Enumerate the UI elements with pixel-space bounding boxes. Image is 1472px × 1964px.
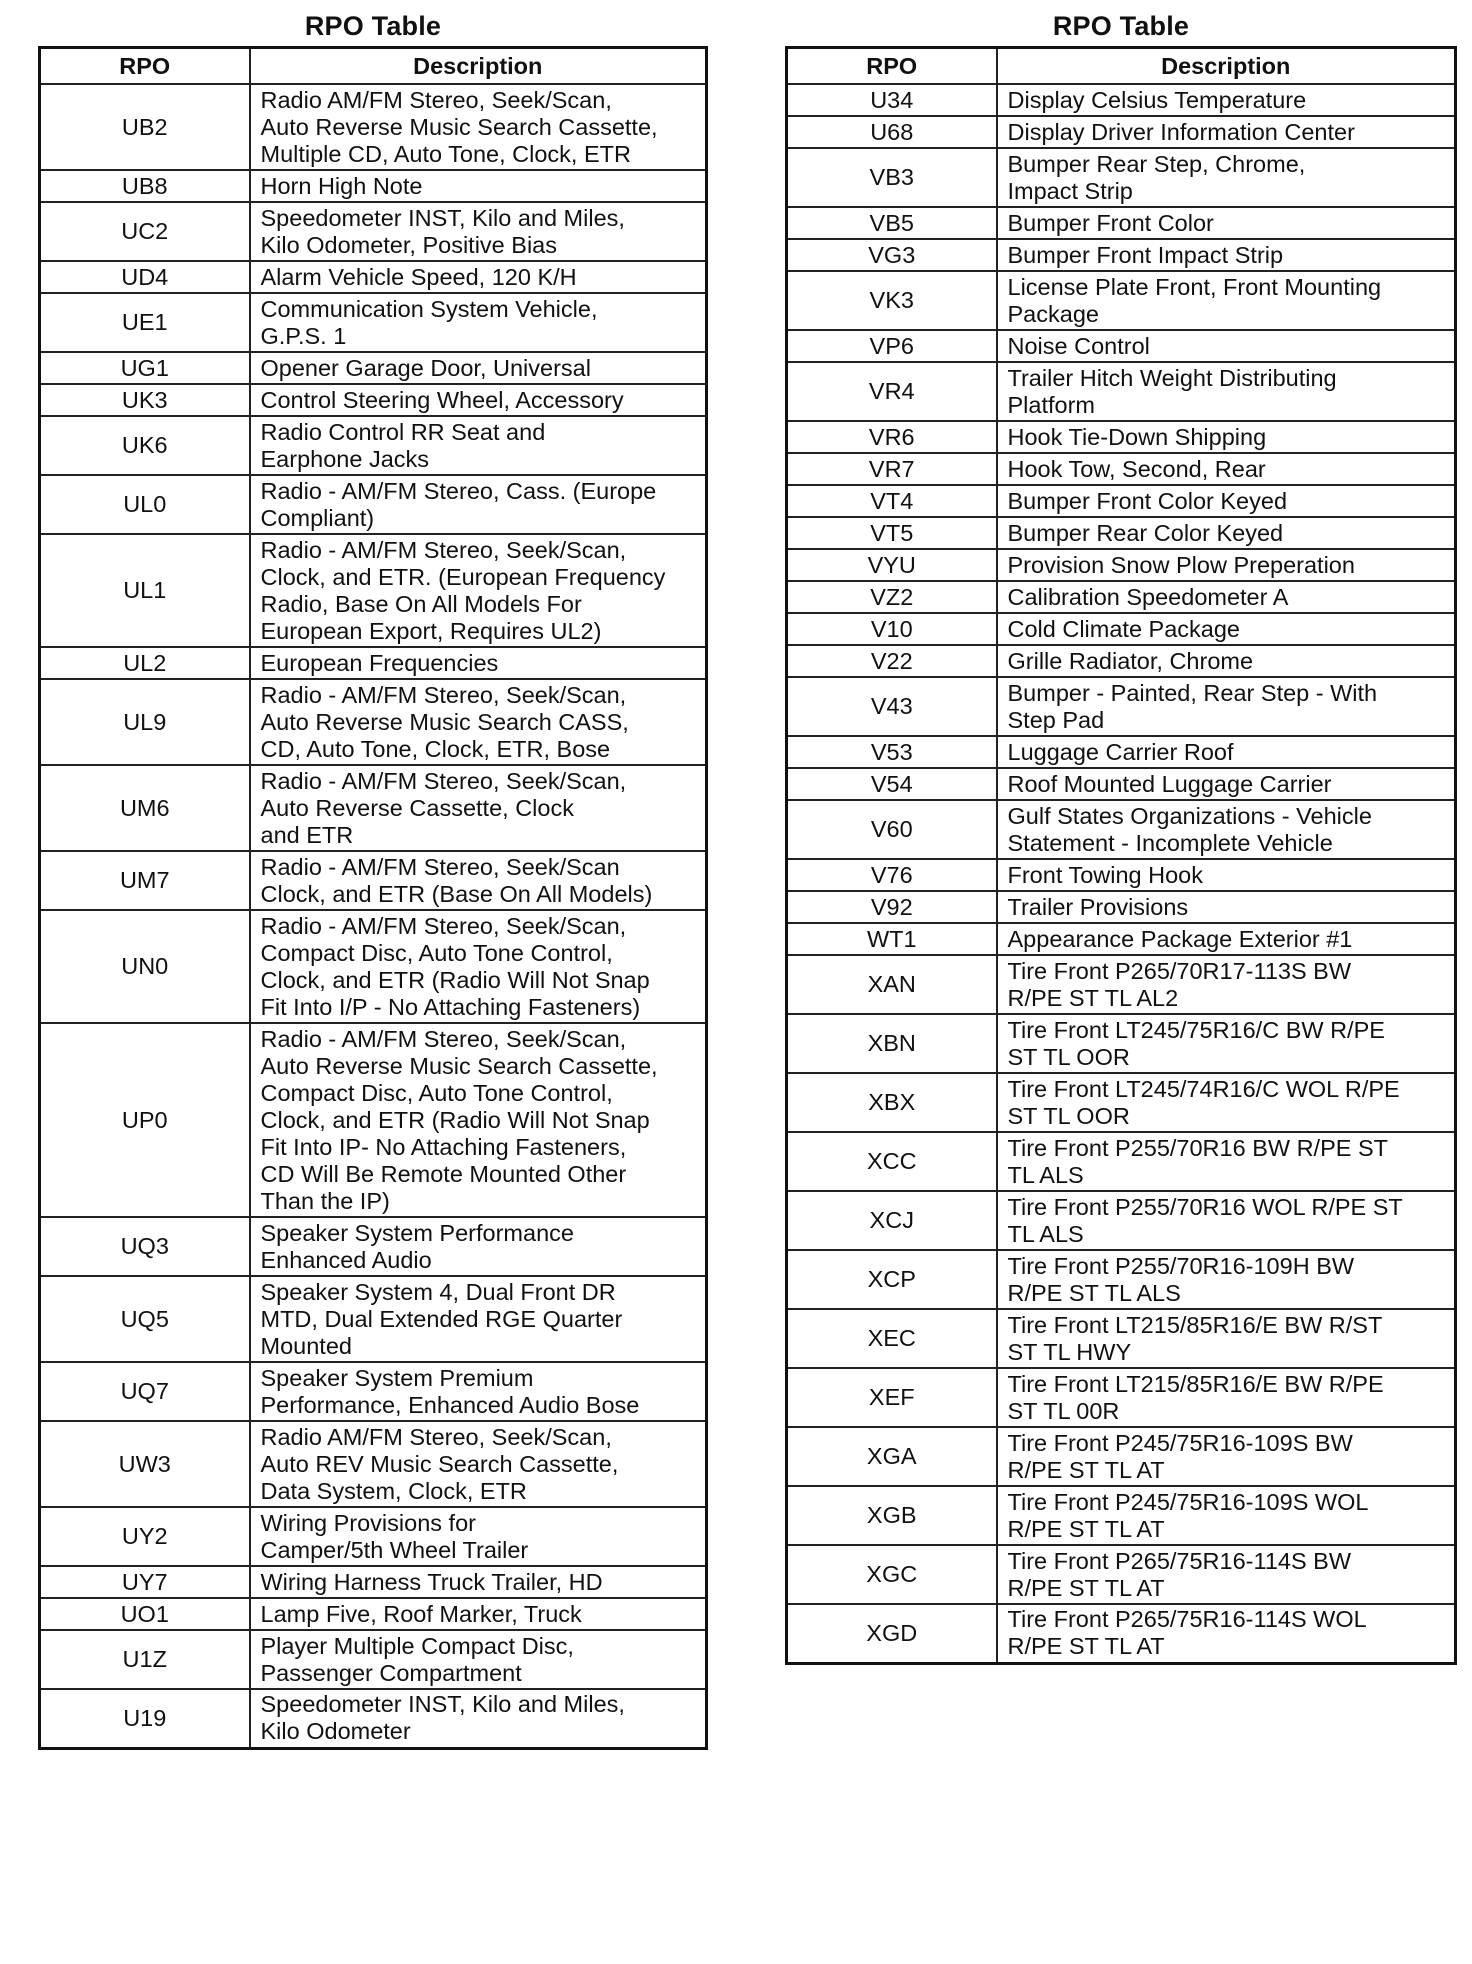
rpo-code-cell: XGD — [787, 1604, 997, 1663]
rpo-code-cell: XEC — [787, 1309, 997, 1368]
left-table-body — [40, 84, 707, 1748]
table-row — [40, 1689, 707, 1748]
table-row — [40, 1421, 707, 1507]
rpo-code-cell: UK3 — [40, 384, 250, 416]
table-row — [40, 1630, 707, 1689]
description-cell: Cold Climate Package — [997, 613, 1456, 645]
description-cell: Tire Front P265/75R16-114S BW R/PE ST TL AT — [997, 1545, 1456, 1604]
rpo-code-cell: UM6 — [40, 765, 250, 851]
rpo-code-cell: UB2 — [40, 84, 250, 170]
description-cell: Bumper Front Color — [997, 207, 1456, 239]
right-table-title: RPO Table — [1052, 11, 1190, 41]
table-row — [40, 1507, 707, 1566]
table-row — [787, 1132, 1456, 1191]
description-cell: Trailer Provisions — [997, 891, 1456, 923]
description-cell: Grille Radiator, Chrome — [997, 645, 1456, 677]
description-cell: Luggage Carrier Roof — [997, 736, 1456, 768]
rpo-code-cell: UE1 — [40, 293, 250, 352]
description-cell: Opener Garage Door, Universal — [250, 352, 707, 384]
left-rpo-panel — [38, 0, 708, 1750]
description-cell: Tire Front P255/70R16 BW R/PE ST TL ALS — [997, 1132, 1456, 1191]
rpo-code-cell: VG3 — [787, 239, 997, 271]
table-row — [787, 1309, 1456, 1368]
description-column-header: Description — [997, 48, 1456, 85]
table-row — [40, 84, 707, 170]
left-header-row — [40, 48, 707, 85]
description-cell: Wiring Harness Truck Trailer, HD — [250, 1566, 707, 1598]
rpo-code-cell: UC2 — [40, 202, 250, 261]
table-row — [787, 1604, 1456, 1663]
rpo-code-cell: UM7 — [40, 851, 250, 910]
table-row — [40, 384, 707, 416]
rpo-code-cell: UL9 — [40, 679, 250, 765]
table-row — [40, 679, 707, 765]
table-row — [40, 293, 707, 352]
rpo-code-cell: VP6 — [787, 330, 997, 362]
rpo-code-cell: V92 — [787, 891, 997, 923]
right-header-row — [787, 48, 1456, 85]
rpo-code-cell: U68 — [787, 116, 997, 148]
description-cell: Speedometer INST, Kilo and Miles, Kilo Odometer — [250, 1689, 707, 1748]
rpo-code-cell: UD4 — [40, 261, 250, 293]
table-row — [787, 517, 1456, 549]
rpo-code-cell: V53 — [787, 736, 997, 768]
rpo-code-cell: UK6 — [40, 416, 250, 475]
table-row — [40, 910, 707, 1023]
rpo-code-cell: XGA — [787, 1427, 997, 1486]
rpo-code-cell: VR6 — [787, 421, 997, 453]
table-row — [787, 891, 1456, 923]
table-row — [787, 1014, 1456, 1073]
table-row — [787, 1545, 1456, 1604]
description-cell: Bumper Front Impact Strip — [997, 239, 1456, 271]
description-cell: Tire Front LT215/85R16/E BW R/ST ST TL HWY — [997, 1309, 1456, 1368]
rpo-code-cell: VR4 — [787, 362, 997, 421]
rpo-code-cell: UL1 — [40, 534, 250, 647]
rpo-code-cell: UQ3 — [40, 1217, 250, 1276]
description-cell: Speedometer INST, Kilo and Miles, Kilo Odometer, Positive Bias — [250, 202, 707, 261]
description-cell: Display Driver Information Center — [997, 116, 1456, 148]
description-cell: Gulf States Organizations - Vehicle Statement - Incomplete Vehicle — [997, 800, 1456, 859]
description-cell: Radio - AM/FM Stereo, Seek/Scan, Clock, and ETR. (European Frequency Radio, Base On All Models For European Export, Requires UL2) — [250, 534, 707, 647]
table-row — [787, 581, 1456, 613]
left-table-title: RPO Table — [304, 11, 442, 41]
rpo-code-cell: XGC — [787, 1545, 997, 1604]
rpo-code-cell: V43 — [787, 677, 997, 736]
table-row — [787, 1368, 1456, 1427]
description-cell: Bumper Rear Color Keyed — [997, 517, 1456, 549]
rpo-column-header: RPO — [40, 48, 250, 85]
description-cell: Tire Front P255/70R16 WOL R/PE ST TL ALS — [997, 1191, 1456, 1250]
table-row — [787, 207, 1456, 239]
rpo-code-cell: UY2 — [40, 1507, 250, 1566]
rpo-code-cell: XCJ — [787, 1191, 997, 1250]
table-row — [787, 645, 1456, 677]
right-rpo-panel — [785, 0, 1457, 1665]
description-cell: Communication System Vehicle, G.P.S. 1 — [250, 293, 707, 352]
description-cell: Bumper Rear Step, Chrome, Impact Strip — [997, 148, 1456, 207]
table-row — [40, 352, 707, 384]
description-cell: Radio - AM/FM Stereo, Seek/Scan Clock, and ETR (Base On All Models) — [250, 851, 707, 910]
rpo-code-cell: U34 — [787, 84, 997, 116]
table-row — [40, 1362, 707, 1421]
description-cell: Speaker System Premium Performance, Enhanced Audio Bose — [250, 1362, 707, 1421]
table-row — [787, 1486, 1456, 1545]
description-cell: Provision Snow Plow Preperation — [997, 549, 1456, 581]
table-row — [787, 1073, 1456, 1132]
description-cell: Horn High Note — [250, 170, 707, 202]
description-cell: Lamp Five, Roof Marker, Truck — [250, 1598, 707, 1630]
description-cell: Tire Front P255/70R16-109H BW R/PE ST TL ALS — [997, 1250, 1456, 1309]
table-row — [787, 800, 1456, 859]
rpo-code-cell: UP0 — [40, 1023, 250, 1217]
rpo-code-cell: VT4 — [787, 485, 997, 517]
description-cell: Tire Front P245/75R16-109S WOL R/PE ST TL AT — [997, 1486, 1456, 1545]
rpo-code-cell: UQ5 — [40, 1276, 250, 1362]
table-row — [40, 851, 707, 910]
rpo-code-cell: V54 — [787, 768, 997, 800]
table-row — [40, 170, 707, 202]
rpo-code-cell: UL2 — [40, 647, 250, 679]
rpo-code-cell: XCC — [787, 1132, 997, 1191]
description-cell: Trailer Hitch Weight Distributing Platform — [997, 362, 1456, 421]
table-row — [40, 1023, 707, 1217]
rpo-code-cell: UW3 — [40, 1421, 250, 1507]
description-cell: Calibration Speedometer A — [997, 581, 1456, 613]
right-table-body — [787, 84, 1456, 1663]
table-row — [40, 1276, 707, 1362]
description-cell: European Frequencies — [250, 647, 707, 679]
description-column-header: Description — [250, 48, 707, 85]
description-cell: Hook Tie-Down Shipping — [997, 421, 1456, 453]
table-row — [787, 923, 1456, 955]
table-row — [787, 1250, 1456, 1309]
table-row — [787, 84, 1456, 116]
rpo-code-cell: UL0 — [40, 475, 250, 534]
rpo-column-header: RPO — [787, 48, 997, 85]
description-cell: Player Multiple Compact Disc, Passenger Compartment — [250, 1630, 707, 1689]
table-row — [40, 765, 707, 851]
table-row — [787, 955, 1456, 1014]
rpo-code-cell: XGB — [787, 1486, 997, 1545]
table-row — [787, 421, 1456, 453]
rpo-code-cell: WT1 — [787, 923, 997, 955]
rpo-code-cell: VT5 — [787, 517, 997, 549]
table-row — [787, 549, 1456, 581]
table-row — [787, 330, 1456, 362]
description-cell: Roof Mounted Luggage Carrier — [997, 768, 1456, 800]
rpo-code-cell: U19 — [40, 1689, 250, 1748]
rpo-code-cell: VK3 — [787, 271, 997, 330]
description-cell: Display Celsius Temperature — [997, 84, 1456, 116]
description-cell: Bumper Front Color Keyed — [997, 485, 1456, 517]
table-row — [787, 239, 1456, 271]
table-row — [787, 736, 1456, 768]
description-cell: Tire Front LT215/85R16/E BW R/PE ST TL 00R — [997, 1368, 1456, 1427]
table-row — [40, 534, 707, 647]
rpo-code-cell: XAN — [787, 955, 997, 1014]
rpo-code-cell: XBX — [787, 1073, 997, 1132]
description-cell: Appearance Package Exterior #1 — [997, 923, 1456, 955]
description-cell: Radio - AM/FM Stereo, Seek/Scan, Auto Reverse Music Search CASS, CD, Auto Tone, Clock, ETR, Bose — [250, 679, 707, 765]
description-cell: Tire Front LT245/74R16/C WOL R/PE ST TL OOR — [997, 1073, 1456, 1132]
table-row — [787, 768, 1456, 800]
description-cell: Radio - AM/FM Stereo, Seek/Scan, Auto Reverse Music Search Cassette, Compact Disc, Auto Tone Control, Clock, and ETR (Radio Will Not Snap Fit Into IP- No Attaching Fasteners, CD Will Be Remote Mounted Other Than the IP) — [250, 1023, 707, 1217]
description-cell: Radio AM/FM Stereo, Seek/Scan, Auto REV Music Search Cassette, Data System, Clock, ETR — [250, 1421, 707, 1507]
description-cell: Radio - AM/FM Stereo, Seek/Scan, Auto Reverse Cassette, Clock and ETR — [250, 765, 707, 851]
table-row — [40, 1598, 707, 1630]
rpo-code-cell: UO1 — [40, 1598, 250, 1630]
description-cell: Hook Tow, Second, Rear — [997, 453, 1456, 485]
description-cell: Bumper - Painted, Rear Step - With Step Pad — [997, 677, 1456, 736]
table-row — [787, 148, 1456, 207]
rpo-code-cell: XEF — [787, 1368, 997, 1427]
description-cell: Speaker System Performance Enhanced Audio — [250, 1217, 707, 1276]
table-row — [787, 1427, 1456, 1486]
left-rpo-table — [38, 46, 708, 1750]
table-row — [787, 859, 1456, 891]
description-cell: Tire Front LT245/75R16/C BW R/PE ST TL OOR — [997, 1014, 1456, 1073]
rpo-code-cell: UQ7 — [40, 1362, 250, 1421]
description-cell: Noise Control — [997, 330, 1456, 362]
description-cell: Tire Front P265/70R17-113S BW R/PE ST TL AL2 — [997, 955, 1456, 1014]
description-cell: Alarm Vehicle Speed, 120 K/H — [250, 261, 707, 293]
rpo-code-cell: UG1 — [40, 352, 250, 384]
rpo-code-cell: XCP — [787, 1250, 997, 1309]
rpo-code-cell: VZ2 — [787, 581, 997, 613]
description-cell: Wiring Provisions for Camper/5th Wheel Trailer — [250, 1507, 707, 1566]
table-row — [40, 261, 707, 293]
table-row — [40, 416, 707, 475]
rpo-code-cell: XBN — [787, 1014, 997, 1073]
rpo-code-cell: V60 — [787, 800, 997, 859]
table-row — [40, 1566, 707, 1598]
description-cell: Tire Front P265/75R16-114S WOL R/PE ST TL AT — [997, 1604, 1456, 1663]
rpo-code-cell: VB3 — [787, 148, 997, 207]
rpo-code-cell: UB8 — [40, 170, 250, 202]
table-row — [40, 647, 707, 679]
description-cell: Radio AM/FM Stereo, Seek/Scan, Auto Reverse Music Search Cassette, Multiple CD, Auto Tone, Clock, ETR — [250, 84, 707, 170]
description-cell: Speaker System 4, Dual Front DR MTD, Dual Extended RGE Quarter Mounted — [250, 1276, 707, 1362]
rpo-code-cell: U1Z — [40, 1630, 250, 1689]
description-cell: Radio - AM/FM Stereo, Seek/Scan, Compact Disc, Auto Tone Control, Clock, and ETR (Radio Will Not Snap Fit Into I/P - No Attaching Fasteners) — [250, 910, 707, 1023]
description-cell: Radio - AM/FM Stereo, Cass. (Europe Compliant) — [250, 475, 707, 534]
table-row — [40, 202, 707, 261]
rpo-code-cell: V76 — [787, 859, 997, 891]
rpo-code-cell: UY7 — [40, 1566, 250, 1598]
description-cell: Front Towing Hook — [997, 859, 1456, 891]
table-row — [787, 485, 1456, 517]
table-row — [787, 271, 1456, 330]
table-row — [40, 475, 707, 534]
rpo-code-cell: V10 — [787, 613, 997, 645]
description-cell: License Plate Front, Front Mounting Package — [997, 271, 1456, 330]
rpo-code-cell: UN0 — [40, 910, 250, 1023]
table-row — [787, 362, 1456, 421]
rpo-code-cell: VYU — [787, 549, 997, 581]
table-row — [40, 1217, 707, 1276]
description-cell: Control Steering Wheel, Accessory — [250, 384, 707, 416]
table-row — [787, 613, 1456, 645]
table-row — [787, 116, 1456, 148]
rpo-code-cell: VB5 — [787, 207, 997, 239]
description-cell: Tire Front P245/75R16-109S BW R/PE ST TL AT — [997, 1427, 1456, 1486]
right-rpo-table — [785, 46, 1457, 1665]
rpo-code-cell: VR7 — [787, 453, 997, 485]
table-row — [787, 1191, 1456, 1250]
rpo-code-cell: V22 — [787, 645, 997, 677]
description-cell: Radio Control RR Seat and Earphone Jacks — [250, 416, 707, 475]
table-row — [787, 677, 1456, 736]
table-row — [787, 453, 1456, 485]
